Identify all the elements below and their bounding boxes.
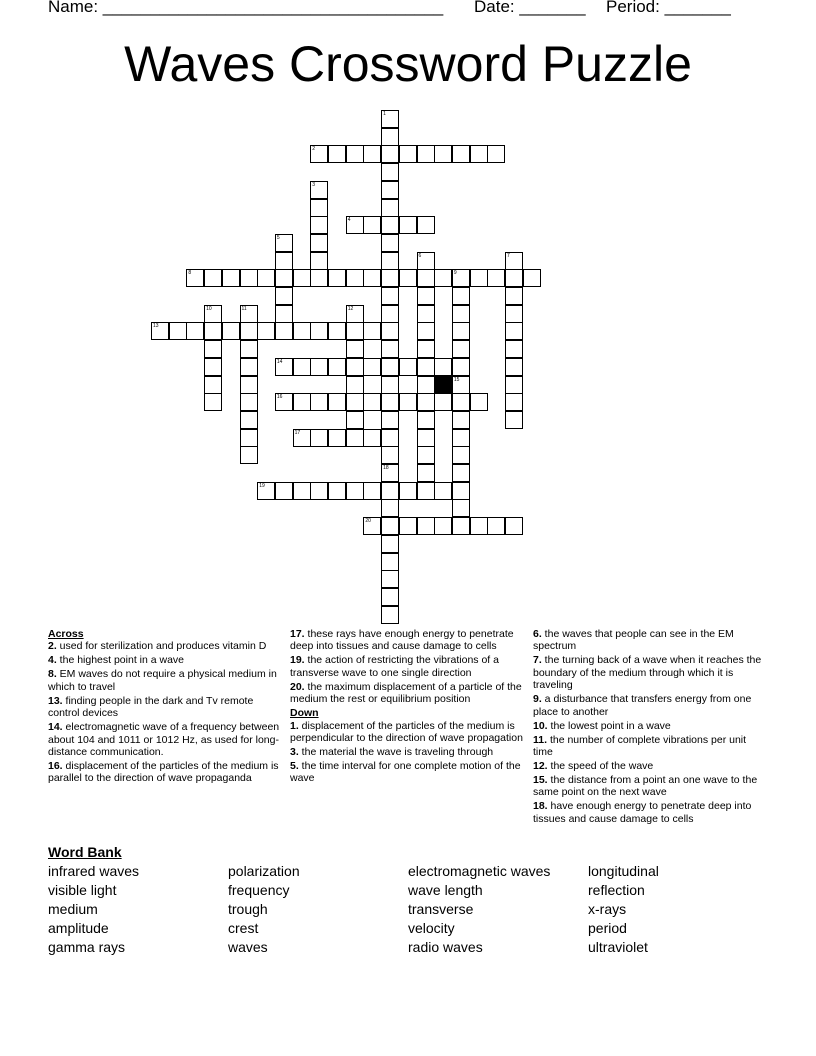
grid-cell[interactable] <box>204 358 222 376</box>
clue-item <box>48 668 282 693</box>
clue-item <box>533 760 765 772</box>
grid-cell[interactable] <box>363 358 381 376</box>
clue-number-label: 10. <box>533 719 548 732</box>
grid-cell[interactable] <box>470 517 488 535</box>
grid-cell[interactable] <box>240 411 258 429</box>
grid-cell[interactable] <box>505 393 523 411</box>
clue-number: 12 <box>347 305 354 312</box>
word-bank-word: radio waves <box>408 939 483 955</box>
clue-column-1 <box>48 628 282 786</box>
grid-cell[interactable] <box>346 322 364 340</box>
grid-cell[interactable] <box>204 393 222 411</box>
grid-cell[interactable] <box>240 269 258 287</box>
grid-cell[interactable] <box>381 269 399 287</box>
word-bank-word: trough <box>228 901 268 917</box>
grid-cell[interactable] <box>310 199 328 217</box>
clue-item <box>533 654 765 691</box>
clue-number: 3 <box>312 181 316 188</box>
clue-number-label: 20. <box>290 680 305 693</box>
grid-cell[interactable] <box>346 393 364 411</box>
grid-cell[interactable] <box>381 411 399 429</box>
clue-number: 10 <box>206 305 212 312</box>
clue-number: 8 <box>188 270 192 277</box>
clue-item <box>290 628 526 653</box>
clue-item <box>48 760 282 785</box>
clue-item <box>533 720 765 732</box>
clue-text: EM waves do not require a physical medium in which to travel <box>48 668 277 693</box>
grid-cell[interactable] <box>381 234 399 252</box>
clue-number-label: 15. <box>533 774 548 787</box>
clue-text: displacement of the particles of the medium is perpendicular to the direction of wave propagation <box>290 719 523 745</box>
clue-item <box>533 800 765 825</box>
grid-cell[interactable] <box>204 340 222 358</box>
grid-cell[interactable] <box>452 499 470 517</box>
grid-cell[interactable] <box>275 287 293 305</box>
word-bank-word: transverse <box>408 901 474 917</box>
word-bank-word: crest <box>228 920 259 936</box>
grid-cell[interactable] <box>470 393 488 411</box>
grid-cell[interactable] <box>293 322 311 340</box>
grid-cell[interactable] <box>505 287 523 305</box>
clue-number: 15 <box>453 376 460 383</box>
grid-cell[interactable] <box>417 429 435 447</box>
grid-cell[interactable] <box>452 287 470 305</box>
grid-cell[interactable] <box>399 517 417 535</box>
word-bank-word: x-rays <box>588 901 627 917</box>
grid-cell[interactable] <box>363 482 381 500</box>
word-bank-word: gamma rays <box>48 939 126 955</box>
clue-item <box>290 720 526 745</box>
grid-cell[interactable] <box>452 340 470 358</box>
page-title: Waves Crossword Puzzle <box>124 36 692 92</box>
grid-cell[interactable] <box>381 570 399 588</box>
clue-number: 17 <box>294 429 301 436</box>
clue-text: the number of complete vibrations per unit time <box>533 733 747 759</box>
grid-cell[interactable] <box>186 322 204 340</box>
clue-item <box>533 693 765 718</box>
clue-column-3 <box>533 628 765 827</box>
grid-cell[interactable] <box>381 322 399 340</box>
grid-cell[interactable] <box>222 269 240 287</box>
grid-cell[interactable] <box>293 482 311 500</box>
clue-text: the turning back of a wave when it reaches the boundary of the medium through which it is traveling <box>533 654 762 692</box>
clue-text: the speed of the wave <box>547 760 654 773</box>
clue-section-heading: Down <box>290 707 319 720</box>
clue-section-heading: Across <box>48 628 84 640</box>
grid-cell[interactable] <box>222 322 240 340</box>
grid-cell[interactable] <box>240 340 258 358</box>
grid-cell[interactable] <box>328 358 346 376</box>
grid-cell[interactable] <box>417 446 435 464</box>
grid-cell[interactable] <box>505 411 523 429</box>
grid-cell[interactable] <box>240 358 258 376</box>
grid-cell[interactable] <box>240 446 258 464</box>
grid-cell[interactable] <box>434 517 452 535</box>
name-field: Name: ____________________________________ <box>48 0 444 16</box>
grid-cell[interactable] <box>487 145 505 163</box>
clue-number-label: 13. <box>48 694 63 707</box>
grid-cell[interactable] <box>381 376 399 394</box>
grid-cell[interactable] <box>293 269 311 287</box>
grid-cell[interactable] <box>310 393 328 411</box>
grid-cell[interactable] <box>328 429 346 447</box>
clue-number-label: 3. <box>290 746 299 759</box>
grid-cell[interactable] <box>470 269 488 287</box>
grid-cell[interactable] <box>381 216 399 234</box>
clue-number: 18 <box>383 465 389 471</box>
word-bank-word: visible light <box>48 882 117 898</box>
grid-cell[interactable] <box>417 464 435 482</box>
clue-item <box>48 640 282 652</box>
clue-text: displacement of the particles of the medium is parallel to the direction of wave propaganda <box>48 760 279 785</box>
grid-cell[interactable] <box>381 429 399 447</box>
grid-cell[interactable] <box>399 145 417 163</box>
clue-number: 9 <box>453 270 457 277</box>
grid-cell[interactable] <box>310 482 328 500</box>
grid-cell[interactable] <box>417 216 435 234</box>
grid-cell[interactable] <box>346 376 364 394</box>
grid-cell[interactable] <box>399 358 417 376</box>
grid-cell[interactable] <box>505 376 523 394</box>
grid-cell[interactable] <box>434 482 452 500</box>
grid-cell[interactable] <box>310 429 328 447</box>
grid-cell[interactable] <box>328 393 346 411</box>
clue-item <box>290 746 526 758</box>
grid-cell[interactable] <box>204 322 222 340</box>
grid-cell[interactable] <box>487 269 505 287</box>
grid-cell[interactable] <box>434 269 452 287</box>
grid-cell[interactable] <box>240 429 258 447</box>
grid-cell[interactable] <box>310 216 328 234</box>
clue-number-label: 14. <box>48 721 63 734</box>
grid-cell[interactable] <box>310 252 328 270</box>
grid-cell[interactable] <box>346 145 364 163</box>
clue-number-label: 2. <box>48 640 57 653</box>
grid-cell[interactable] <box>346 482 364 500</box>
grid-cell[interactable] <box>434 393 452 411</box>
clue-text: the maximum displacement of a particle of the medium the rest or equilibrium position <box>290 680 522 706</box>
grid-cell[interactable] <box>240 393 258 411</box>
grid-cell[interactable] <box>275 252 293 270</box>
grid-cell[interactable] <box>452 517 470 535</box>
clue-item <box>48 654 282 666</box>
clue-number-label: 9. <box>533 693 542 706</box>
word-bank-word: waves <box>228 939 268 955</box>
grid-cell[interactable] <box>310 269 328 287</box>
grid-cell[interactable] <box>452 411 470 429</box>
grid-cell[interactable] <box>381 358 399 376</box>
grid-cell[interactable] <box>257 269 275 287</box>
grid-cell[interactable] <box>346 358 364 376</box>
grid-cell[interactable] <box>310 358 328 376</box>
word-bank-word: polarization <box>228 863 300 879</box>
grid-cell[interactable] <box>363 269 381 287</box>
grid-cell[interactable] <box>434 358 452 376</box>
grid-cell[interactable] <box>452 429 470 447</box>
grid-cell[interactable] <box>452 393 470 411</box>
grid-cell[interactable] <box>381 128 399 146</box>
grid-cell[interactable] <box>363 429 381 447</box>
clue-item <box>290 760 526 785</box>
word-bank-word: longitudinal <box>588 863 659 879</box>
grid-cell[interactable] <box>346 340 364 358</box>
clue-item <box>48 721 282 758</box>
grid-cell[interactable] <box>381 163 399 181</box>
clue-text: a disturbance that transfers energy from one place to another <box>533 693 752 718</box>
clue-text: the lowest point in a wave <box>547 719 671 732</box>
grid-cell[interactable] <box>381 287 399 305</box>
clue-number-label: 16. <box>48 760 63 773</box>
clue-number: 20 <box>365 518 371 525</box>
grid-cell[interactable] <box>399 393 417 411</box>
clue-text: these rays have enough energy to penetrate deep into tissues and cause damage to cells <box>290 628 514 653</box>
grid-cell[interactable] <box>523 269 541 287</box>
word-bank-word: electromagnetic waves <box>408 863 551 879</box>
clue-item <box>533 774 765 799</box>
grid-cell[interactable] <box>417 269 435 287</box>
clue-number: 14 <box>276 358 283 365</box>
grid-cell[interactable] <box>328 269 346 287</box>
grid-cell[interactable] <box>417 482 435 500</box>
clue-column-2 <box>290 628 526 786</box>
grid-cell[interactable] <box>293 358 311 376</box>
clue-text: the distance from a point an one wave to the same point on the next wave <box>533 774 758 799</box>
grid-cell[interactable] <box>363 216 381 234</box>
word-bank-word: velocity <box>408 920 455 936</box>
clue-number-label: 7. <box>533 654 542 667</box>
grid-cell[interactable] <box>381 499 399 517</box>
grid-cell[interactable] <box>275 305 293 323</box>
grid-cell[interactable] <box>310 234 328 252</box>
grid-cell[interactable] <box>381 517 399 535</box>
clue-number: 5 <box>276 234 280 241</box>
word-bank-word: reflection <box>588 882 645 898</box>
clue-number-label: 1. <box>290 719 299 732</box>
grid-cell[interactable] <box>346 411 364 429</box>
word-bank-word: ultraviolet <box>588 939 648 955</box>
clue-number: 13 <box>153 323 159 330</box>
grid-cell[interactable] <box>381 553 399 571</box>
date-field: Date: _______ <box>474 0 586 16</box>
clue-text: used for sterilization and produces vitamin D <box>56 640 267 653</box>
clue-number: 11 <box>241 305 247 312</box>
clue-number-label: 19. <box>290 654 305 667</box>
grid-cell[interactable] <box>257 322 275 340</box>
clue-number-label: 6. <box>533 628 542 640</box>
word-bank-word: period <box>588 920 627 936</box>
grid-cell[interactable] <box>505 322 523 340</box>
clue-text: the action of restricting the vibrations of a transverse wave to one single direction <box>290 654 499 679</box>
clue-item <box>290 681 526 706</box>
clue-text: finding people in the dark and Tv remote control devices <box>48 694 254 720</box>
clue-text: the highest point in a wave <box>56 654 185 667</box>
grid-cell[interactable] <box>452 464 470 482</box>
grid-cell[interactable] <box>399 482 417 500</box>
grid-cell[interactable] <box>381 340 399 358</box>
grid-cell[interactable] <box>381 305 399 323</box>
grid-cell[interactable] <box>381 145 399 163</box>
grid-cell[interactable] <box>399 216 417 234</box>
grid-cell[interactable] <box>346 429 364 447</box>
grid-cell[interactable] <box>240 376 258 394</box>
grid-cell[interactable] <box>505 358 523 376</box>
clue-number: 6 <box>418 252 422 259</box>
grid-cell[interactable] <box>417 305 435 323</box>
grid-cell[interactable] <box>328 482 346 500</box>
grid-cell[interactable] <box>169 322 187 340</box>
grid-cell[interactable] <box>381 199 399 217</box>
grid-cell[interactable] <box>363 393 381 411</box>
grid-cell[interactable] <box>452 305 470 323</box>
clue-number: 1 <box>383 111 386 117</box>
grid-cell[interactable] <box>487 517 505 535</box>
clue-number-label: 18. <box>533 800 548 813</box>
grid-cell[interactable] <box>417 322 435 340</box>
grid-cell[interactable] <box>505 305 523 323</box>
grid-cell[interactable] <box>505 340 523 358</box>
clue-item <box>533 628 765 653</box>
grid-cell[interactable] <box>417 411 435 429</box>
grid-cell[interactable] <box>505 269 523 287</box>
grid-cell[interactable] <box>381 588 399 606</box>
word-bank-word: frequency <box>228 882 290 898</box>
clue-number: 19 <box>259 482 265 489</box>
grid-cell[interactable] <box>452 482 470 500</box>
grid-cell[interactable] <box>310 322 328 340</box>
grid-cell[interactable] <box>417 517 435 535</box>
grid-cell[interactable] <box>452 358 470 376</box>
clue-number: 7 <box>507 252 510 259</box>
grid-cell[interactable] <box>417 287 435 305</box>
grid-block <box>434 376 452 394</box>
grid-cell[interactable] <box>417 393 435 411</box>
grid-cell[interactable] <box>417 145 435 163</box>
grid-cell[interactable] <box>204 376 222 394</box>
grid-cell[interactable] <box>434 145 452 163</box>
grid-cell[interactable] <box>363 145 381 163</box>
grid-cell[interactable] <box>346 269 364 287</box>
clue-number: 16 <box>276 394 283 401</box>
clue-text: the material the wave is traveling through <box>298 746 494 759</box>
word-bank-word: amplitude <box>48 920 109 936</box>
word-bank-word: medium <box>48 901 98 917</box>
clue-number-label: 17. <box>290 628 305 640</box>
grid-cell[interactable] <box>381 393 399 411</box>
period-field: Period: _______ <box>606 0 731 16</box>
grid-cell[interactable] <box>452 446 470 464</box>
clue-text: the waves that people can see in the EM spectrum <box>533 628 734 653</box>
clue-text: the time interval for one complete motion of the wave <box>290 760 521 785</box>
grid-cell[interactable] <box>240 322 258 340</box>
grid-cell[interactable] <box>381 535 399 553</box>
grid-cell[interactable] <box>328 145 346 163</box>
grid-cell[interactable] <box>381 446 399 464</box>
grid-cell[interactable] <box>452 145 470 163</box>
grid-cell[interactable] <box>417 358 435 376</box>
grid-cell[interactable] <box>381 181 399 199</box>
clue-number: 2 <box>312 146 316 153</box>
grid-cell[interactable] <box>275 482 293 500</box>
grid-cell[interactable] <box>381 606 399 624</box>
clue-number-label: 12. <box>533 760 548 773</box>
grid-cell[interactable] <box>204 269 222 287</box>
grid-cell[interactable] <box>275 269 293 287</box>
clue-item <box>290 654 526 679</box>
grid-cell[interactable] <box>417 376 435 394</box>
grid-cell[interactable] <box>381 482 399 500</box>
grid-cell[interactable] <box>363 322 381 340</box>
grid-cell[interactable] <box>399 269 417 287</box>
word-bank-title: Word Bank <box>48 844 122 860</box>
clue-number-label: 4. <box>48 654 57 667</box>
clue-number-label: 11. <box>533 733 548 746</box>
word-bank-word: infrared waves <box>48 863 140 879</box>
clue-item <box>533 734 765 759</box>
clue-text: have enough energy to penetrate deep into tissues and cause damage to cells <box>533 800 752 825</box>
clue-item <box>48 695 282 720</box>
clue-number-label: 8. <box>48 668 57 681</box>
clue-number: 4 <box>347 217 351 224</box>
grid-cell[interactable] <box>470 145 488 163</box>
grid-cell[interactable] <box>328 322 346 340</box>
word-bank-word: wave length <box>408 882 483 898</box>
clue-number-label: 5. <box>290 760 299 773</box>
grid-cell[interactable] <box>381 252 399 270</box>
grid-cell[interactable] <box>293 393 311 411</box>
grid-cell[interactable] <box>275 322 293 340</box>
grid-cell[interactable] <box>452 322 470 340</box>
grid-cell[interactable] <box>505 517 523 535</box>
grid-cell[interactable] <box>417 340 435 358</box>
clue-text: electromagnetic wave of a frequency between about 104 and 1011 or 1012 Hz, as used for long-distance communication. <box>48 721 280 759</box>
